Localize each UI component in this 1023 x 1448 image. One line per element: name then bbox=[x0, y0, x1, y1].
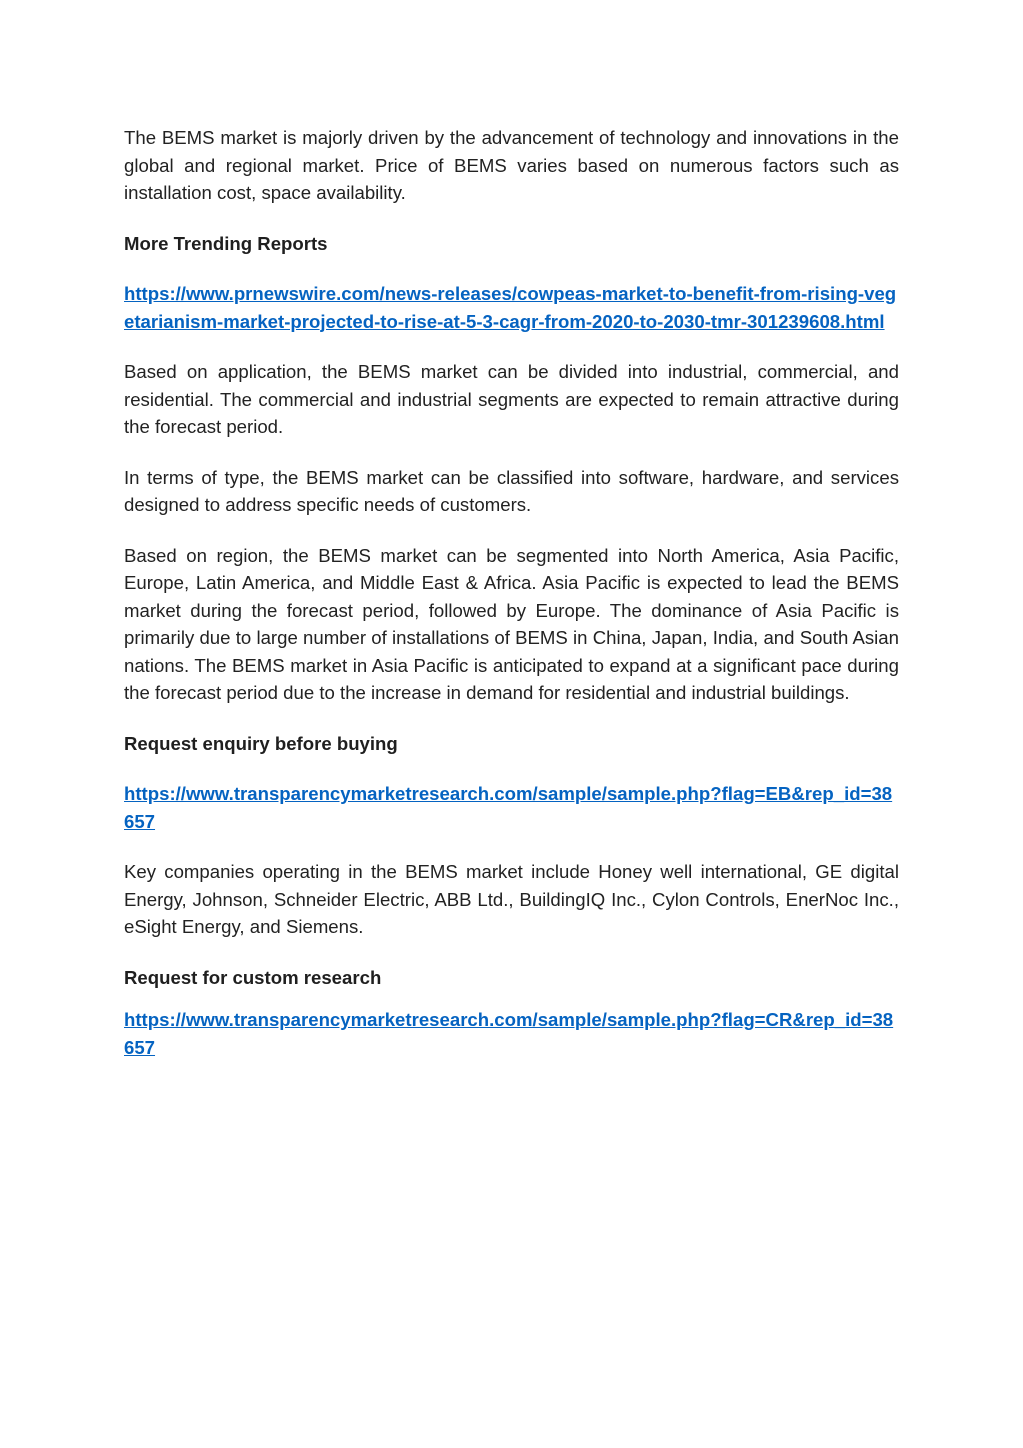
intro-paragraph: The BEMS market is majorly driven by the advancement of technology and innovations in the global and regional market. Price of BEMS varies based on numerous factors such as installation cost, space availability. bbox=[124, 127, 899, 203]
trending-reports-heading: More Trending Reports bbox=[124, 232, 328, 254]
custom-research-link[interactable]: https://www.transparencymarketresearch.com/sample/sample.php?flag=CR&rep_id=38657 bbox=[124, 1009, 894, 1058]
document-page bbox=[124, 124, 899, 1084]
type-paragraph: In terms of type, the BEMS market can be classified into software, hardware, and services designed to address specific needs of customers. bbox=[124, 466, 899, 515]
custom-research-heading: Request for custom research bbox=[124, 966, 382, 988]
enquiry-link[interactable]: https://www.transparencymarketresearch.com/sample/sample.php?flag=EB&rep_id=38657 bbox=[124, 783, 893, 832]
enquiry-heading: Request enquiry before buying bbox=[124, 732, 398, 754]
application-paragraph: Based on application, the BEMS market can be divided into industrial, commercial, and residential. The commercial and industrial segments are expected to remain attractive during the forecast period. bbox=[124, 361, 899, 437]
region-paragraph: Based on region, the BEMS market can be segmented into North America, Asia Pacific, Europe, Latin America, and Middle East & Africa. Asia Pacific is expected to lead the BEMS market during the forecast period, followed by Europe. The dominance of Asia Pacific is primarily due to large number of installations of BEMS in China, Japan, India, and South Asian nations. The BEMS market in Asia Pacific is anticipated to expand at a significant pace during the forecast period due to the increase in demand for residential and industrial buildings. bbox=[124, 544, 899, 703]
companies-paragraph: Key companies operating in the BEMS market include Honey well international, GE digital Energy, Johnson, Schneider Electric, ABB Ltd., BuildingIQ Inc., Cylon Controls, EnerNoc Inc., eSight Energy, and Siemens. bbox=[124, 861, 899, 937]
trending-report-link[interactable]: https://www.prnewswire.com/news-releases/cowpeas-market-to-benefit-from-rising-vegetarianism-market-projected-to-rise-at-5-3-cagr-from-2020-to-2030-tmr-301239608.html bbox=[124, 283, 897, 332]
